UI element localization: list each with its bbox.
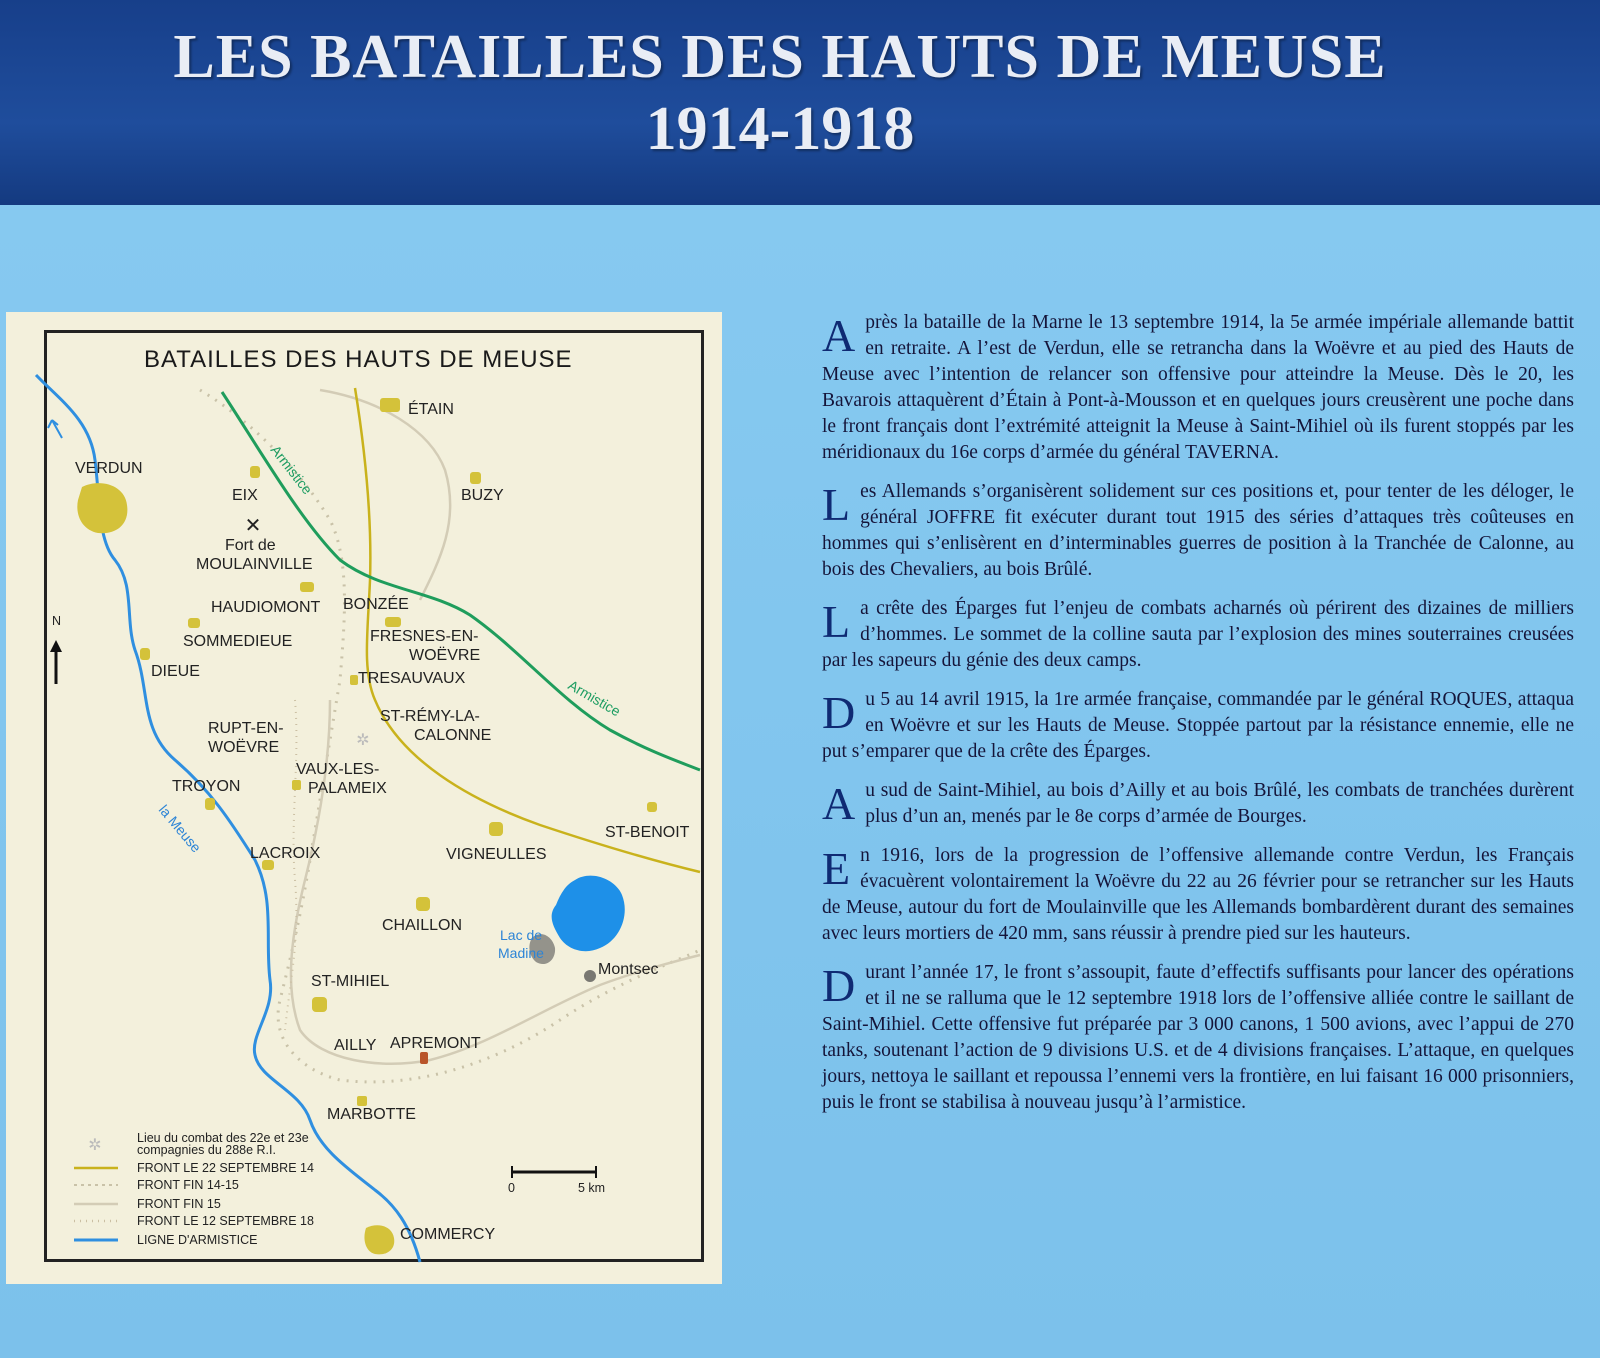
vigneulles-town: [489, 822, 503, 836]
fort-moulainville-icon: ✕: [244, 513, 262, 537]
legend-combat-1: Lieu du combat des 22e et 23e: [137, 1131, 309, 1145]
stbenoit-town: [647, 802, 657, 812]
label-meuse: la Meuse: [155, 801, 205, 856]
lac-de-madine-shape: [552, 876, 625, 952]
label-sommedieue: SOMMEDIEUE: [183, 633, 293, 650]
marbotte-town: [357, 1096, 367, 1106]
haudiomont-town: [300, 582, 314, 592]
label-lac-2: Madine: [498, 945, 544, 961]
bonzee-town: [385, 617, 401, 627]
drop-cap: E: [822, 843, 851, 894]
commercy-town: [364, 1225, 394, 1254]
paragraph-7: [822, 960, 1574, 1116]
sommedieue-town: [188, 618, 200, 628]
paragraph-body: u sud de Saint-Mihiel, au bois d’Ailly et au bois Brûlé, les combats de tranchées durèrent plus d’un an, menés par le 8e corps d’armée de Bourges.: [865, 780, 1574, 827]
drop-cap: L: [822, 596, 851, 647]
legend-front-fin15: FRONT FIN 15: [137, 1197, 221, 1211]
river-flow-arrow: [48, 420, 62, 438]
label-fresnes-2: WOËVRE: [409, 647, 481, 664]
label-marbotte: MARBOTTE: [327, 1106, 416, 1123]
scale-bar: [512, 1166, 596, 1178]
vaux-town: [292, 780, 301, 790]
label-buzy: BUZY: [461, 487, 504, 504]
paragraph-body: près la bataille de la Marne le 13 septembre 1914, la 5e armée impériale allemande battit en retraite. A l’est de Verdun, elle se retrancha dans la Woëvre et au pied des Hauts de Meuse avec l’intention de relancer son offensive pour atteindre la Meuse. Dès le 20, les Bavarois attaquèrent d’Étain à Pont-à-Mousson et en quelques jours creusèrent une poche dans le front français dont l’extrémité atteignit la Meuse à Saint-Mihiel où ils furent stoppés par les méridionaux du 16e corps d’armée du général TAVERNA.: [822, 312, 1574, 463]
label-vigneulles: VIGNEULLES: [446, 846, 547, 863]
label-armistice-north: Armistice: [267, 441, 316, 498]
buzy-town: [470, 472, 481, 484]
label-lac-1: Lac de: [500, 927, 543, 943]
label-stbenoit: ST-BENOIT: [605, 824, 690, 841]
label-montsec: Montsec: [598, 961, 659, 978]
legend-combat-2: compagnies du 288e R.I.: [137, 1143, 276, 1157]
paragraph-5: [822, 778, 1574, 830]
paragraph-4: [822, 687, 1574, 765]
drop-cap: A: [822, 310, 856, 361]
scale-zero: 0: [508, 1181, 515, 1195]
legend-combat-icon: ✲: [88, 1135, 102, 1154]
legend-front-fin1415: FRONT FIN 14-15: [137, 1178, 239, 1192]
stmihiel-town: [312, 997, 327, 1012]
apremont-marker: [420, 1052, 428, 1064]
drop-cap: D: [822, 687, 856, 738]
label-lacroix: LACROIX: [250, 845, 321, 862]
chaillon-town: [416, 897, 430, 911]
montsec-marker: [584, 970, 596, 982]
etain-town: [380, 398, 400, 412]
label-tresauvaux: TRESAUVAUX: [358, 670, 466, 687]
north-arrow-icon: [50, 640, 62, 684]
paragraph-body: es Allemands s’organisèrent solidement sur ces positions et, pour tenter de les déloger, le général JOFFRE fit exécuter durant tout 1915 des séries d’attaques très coûteuses en hommes qui s’enlisèrent en d’interminables guerres de position à la Tranchée de Calonne, au bois des Chevaliers, au bois Brûlé.: [822, 481, 1574, 580]
legend-armistice: LIGNE D'ARMISTICE: [137, 1233, 258, 1247]
label-chaillon: CHAILLON: [382, 917, 463, 934]
paragraph-body: u 5 au 14 avril 1915, la 1re armée française, commandée par le général ROQUES, attaqua en Woëvre et sur les Hauts de Meuse. Stoppée partout par la résistance ennemie, elle ne put s’emparer que de la crête des Éparges.: [822, 689, 1574, 762]
paragraph-3: [822, 596, 1574, 674]
tresauvaux-town: [350, 675, 358, 685]
legend-front-22sept: FRONT LE 22 SEPTEMBRE 14: [137, 1161, 314, 1175]
scale-five-km: 5 km: [578, 1181, 606, 1195]
label-fort: Fort de: [225, 537, 276, 554]
label-bonzee: BONZÉE: [343, 596, 409, 613]
history-text-column: [822, 310, 1574, 1129]
label-haudiomont: HAUDIOMONT: [211, 599, 321, 616]
paragraph-body: urant l’année 17, le front s’assoupit, faute d’effectifs suffisants pour lancer des opérations et il ne se ralluma que le 12 septembre 1918 lors de l’offensive alliée contre le saillant de Saint-Mihiel. Cette offensive fut préparée par 3 000 canons, 1 500 avions, avec l’appui de 270 tanks, soutenant l’action de 9 divisions U.S. et de 4 divisions françaises. L’attaque, en quelques jours, nettoya le saillant et repoussa l’ennemi vers la frontière, en lui faisant 16 000 prisonniers, puis le front se stabilisa à nouveau jusqu’à l’armistice.: [822, 962, 1574, 1113]
label-commercy: COMMERCY: [400, 1226, 496, 1243]
label-armistice-east: Armistice: [565, 676, 624, 720]
label-ailly: AILLY: [334, 1037, 377, 1054]
date-range-title: 1914-1918: [645, 95, 915, 163]
label-eix: EIX: [232, 487, 258, 504]
combat-site-icon: ✲: [356, 730, 370, 749]
main-title: LES BATAILLES DES HAUTS DE MEUSE: [173, 23, 1387, 91]
drop-cap: D: [822, 960, 856, 1011]
label-stmihiel: ST-MIHIEL: [311, 973, 390, 990]
paragraph-6: [822, 843, 1574, 947]
map-title: BATAILLES DES HAUTS DE MEUSE: [144, 346, 573, 373]
label-moulainville: MOULAINVILLE: [196, 556, 313, 573]
drop-cap: A: [822, 778, 856, 829]
dieue-town: [140, 648, 150, 660]
label-troyon: TROYON: [172, 778, 241, 795]
label-fresnes-1: FRESNES-EN-: [370, 628, 479, 645]
eix-town: [250, 466, 260, 478]
label-vaux-1: VAUX-LES-: [296, 761, 380, 778]
label-etain: ÉTAIN: [408, 401, 454, 418]
paragraph-body: a crête des Éparges fut l’enjeu de combats acharnés où périrent des dizaines de milliers d’hommes. Le sommet de la colline sauta par l’explosion des mines souterraines creusées par les sapeurs du génie des deux camps.: [822, 598, 1574, 671]
legend-front-12sept18: FRONT LE 12 SEPTEMBRE 18: [137, 1214, 314, 1228]
troyon-town: [205, 798, 215, 810]
verdun-town: [77, 483, 127, 533]
label-rupt-2: WOËVRE: [208, 739, 280, 756]
label-vaux-2: PALAMEIX: [308, 780, 387, 797]
label-verdun: VERDUN: [75, 460, 143, 477]
label-stremy-2: CALONNE: [414, 727, 492, 744]
paragraph-body: n 1916, lors de la progression de l’offensive allemande contre Verdun, les Français évacuèrent volontairement la Woëvre du 22 au 26 février pour se retrancher sur les Hauts de Meuse, autour du fort de Moulainville que les Allemands bombardèrent durant des semaines avec leurs mortiers de 420 mm, sans réussir à prendre pied sur les hauteurs.: [822, 845, 1574, 944]
drop-cap: L: [822, 479, 851, 530]
label-rupt-1: RUPT-EN-: [208, 720, 284, 737]
battle-map: [0, 0, 740, 1300]
label-dieue: DIEUE: [151, 663, 200, 680]
north-label: N: [52, 614, 62, 628]
paragraph-2: [822, 479, 1574, 583]
label-stremy-1: ST-RÉMY-LA-: [380, 708, 480, 725]
paragraph-1: [822, 310, 1574, 466]
label-apremont: APREMONT: [390, 1035, 481, 1052]
